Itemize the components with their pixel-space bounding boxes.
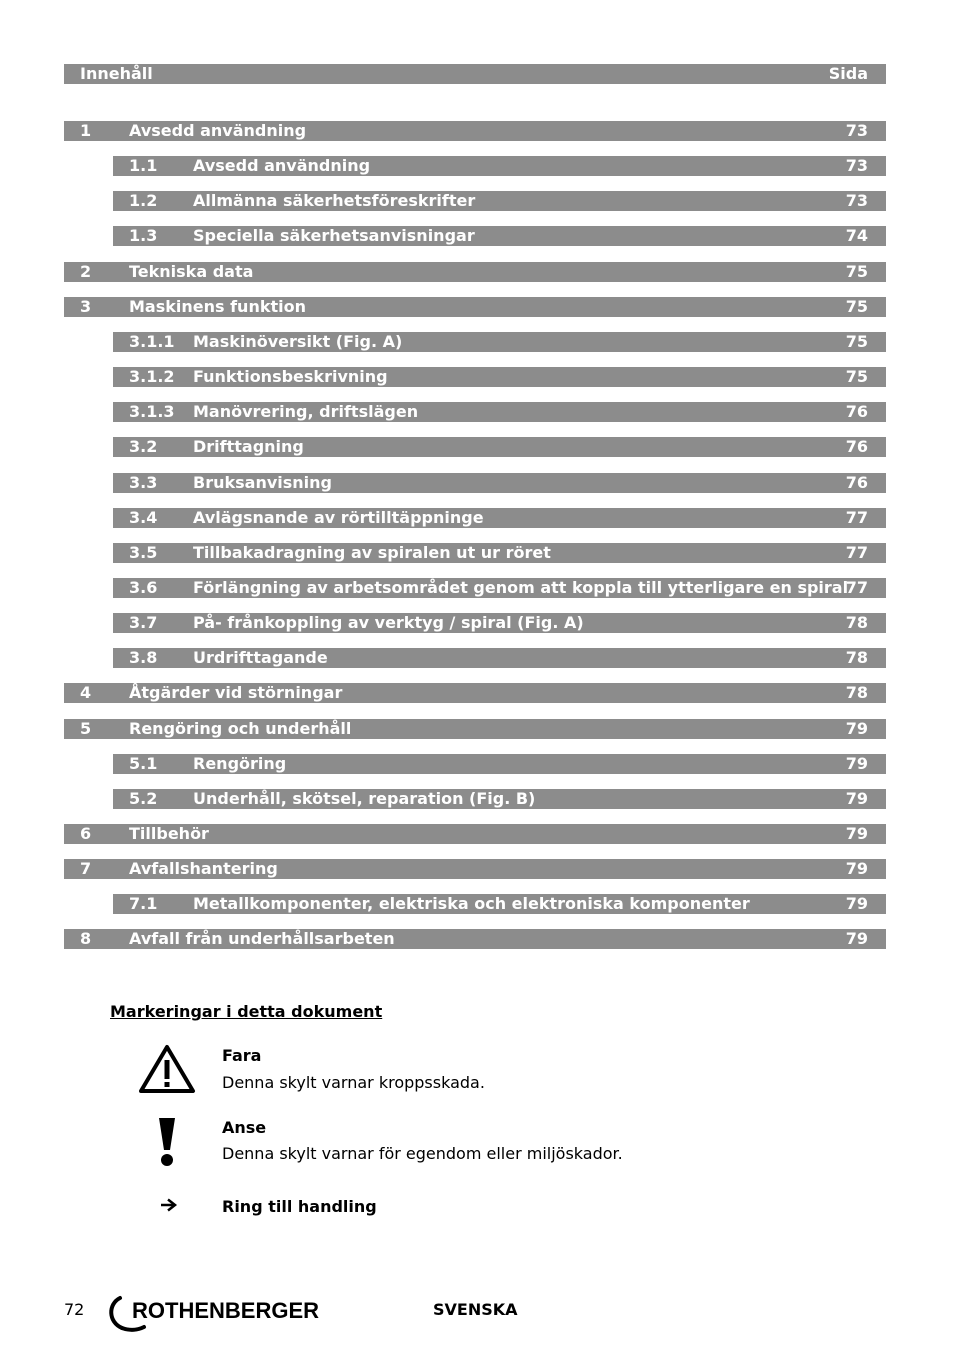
toc-entry-number: 3.1.3 bbox=[129, 402, 175, 421]
toc-entry-page: 76 bbox=[845, 402, 868, 421]
toc-entry-number: 3.2 bbox=[129, 437, 158, 456]
toc-entry-title: Tillbakadragning av spiralen ut ur röret bbox=[193, 543, 551, 562]
toc-entry-page: 75 bbox=[845, 262, 868, 281]
toc-entry-title: Urdrifttagande bbox=[193, 648, 328, 667]
toc-entry-number: 1.3 bbox=[129, 226, 158, 245]
toc-entry-page: 76 bbox=[845, 473, 868, 492]
toc-section-row[interactable] bbox=[113, 367, 886, 387]
toc-entry-page: 73 bbox=[845, 191, 868, 210]
toc-entry-page: 77 bbox=[845, 578, 868, 597]
toc-section-row[interactable] bbox=[113, 332, 886, 352]
toc-chapter-row[interactable] bbox=[64, 262, 886, 282]
toc-entry-number: 3.1.1 bbox=[129, 332, 175, 351]
toc-entry-number: 5.1 bbox=[129, 754, 158, 773]
logo-swoosh-icon bbox=[111, 1298, 122, 1328]
toc-entry-title: Drifttagning bbox=[193, 437, 304, 456]
toc-entry-number: 3.6 bbox=[129, 578, 158, 597]
toc-section-row[interactable] bbox=[113, 191, 886, 211]
toc-entry-title: Manövrering, driftslägen bbox=[193, 402, 419, 421]
toc-entry-number: 1 bbox=[80, 121, 92, 140]
toc-entry-number: 2 bbox=[80, 262, 92, 281]
toc-chapter-row[interactable] bbox=[64, 121, 886, 141]
toc-entry-page: 79 bbox=[845, 859, 868, 878]
legend-item-title: Anse bbox=[222, 1118, 267, 1137]
toc-entry-page: 79 bbox=[845, 824, 868, 843]
toc-entry-page: 73 bbox=[845, 156, 868, 175]
toc-section-row[interactable] bbox=[113, 402, 886, 422]
toc-header-label: Innehåll bbox=[80, 64, 153, 83]
toc-entry-page: 79 bbox=[845, 789, 868, 808]
toc-entry-page: 77 bbox=[845, 543, 868, 562]
toc-entry-title: På- frånkoppling av verktyg / spiral (Fig. A) bbox=[193, 613, 584, 632]
toc-entry-page: 79 bbox=[845, 894, 868, 913]
svg-text:ROTHENBERGER: ROTHENBERGER bbox=[132, 1298, 320, 1323]
arrow-right-icon bbox=[160, 1198, 178, 1212]
toc-entry-number: 1.2 bbox=[129, 191, 158, 210]
toc-entry-page: 75 bbox=[845, 367, 868, 386]
toc-section-row[interactable] bbox=[113, 473, 886, 493]
toc-entry-title: Rengöring och underhåll bbox=[129, 719, 352, 738]
toc-entry-title: Underhåll, skötsel, reparation (Fig. B) bbox=[193, 789, 536, 808]
legend-title: Markeringar i detta dokument bbox=[110, 1002, 383, 1021]
legend-item-desc: Denna skylt varnar kroppsskada. bbox=[222, 1073, 485, 1092]
toc-section-row[interactable] bbox=[113, 789, 886, 809]
toc-entry-title: Allmänna säkerhetsföreskrifter bbox=[193, 191, 476, 210]
toc-entry-title: Bruksanvisning bbox=[193, 473, 332, 492]
language-label: SVENSKA bbox=[433, 1300, 518, 1319]
toc-section-row[interactable] bbox=[113, 437, 886, 457]
toc-entry-title: Avfall från underhållsarbeten bbox=[129, 929, 395, 948]
toc-chapter-row[interactable] bbox=[64, 824, 886, 844]
toc-entry-page: 79 bbox=[845, 719, 868, 738]
toc-entry-number: 3 bbox=[80, 297, 92, 316]
toc-entry-number: 3.8 bbox=[129, 648, 158, 667]
toc-header-page: Sida bbox=[828, 64, 868, 83]
toc-entry-page: 79 bbox=[845, 929, 868, 948]
toc-entry-page: 76 bbox=[845, 437, 868, 456]
toc-entry-title: Tillbehör bbox=[129, 824, 209, 843]
toc-entry-number: 7.1 bbox=[129, 894, 158, 913]
toc-entry-title: Avsedd användning bbox=[129, 121, 307, 140]
toc-chapter-row[interactable] bbox=[64, 719, 886, 739]
toc-section-row[interactable] bbox=[113, 754, 886, 774]
toc-entry-number: 3.1.2 bbox=[129, 367, 175, 386]
toc-entry-title: Speciella säkerhetsanvisningar bbox=[193, 226, 475, 245]
toc-entry-title: Maskinens funktion bbox=[129, 297, 306, 316]
brand-logo bbox=[106, 1294, 346, 1332]
toc-section-row[interactable] bbox=[113, 578, 886, 598]
toc-entry-number: 3.4 bbox=[129, 508, 158, 527]
warning-triangle-icon bbox=[138, 1044, 196, 1094]
toc-chapter-row[interactable] bbox=[64, 929, 886, 949]
toc-chapter-row[interactable] bbox=[64, 683, 886, 703]
toc-entry-number: 1.1 bbox=[129, 156, 158, 175]
toc-entry-title: Metallkomponenter, elektriska och elektroniska komponenter bbox=[193, 894, 750, 913]
exclamation-icon bbox=[156, 1116, 178, 1168]
toc-entry-page: 75 bbox=[845, 297, 868, 316]
toc-entry-title: Funktionsbeskrivning bbox=[193, 367, 388, 386]
legend-item-title: Fara bbox=[222, 1046, 262, 1065]
toc-chapter-row[interactable] bbox=[64, 297, 886, 317]
toc-entry-title: Tekniska data bbox=[129, 262, 254, 281]
toc-entry-number: 5.2 bbox=[129, 789, 158, 808]
toc-entry-page: 78 bbox=[845, 683, 868, 702]
toc-entry-page: 79 bbox=[845, 754, 868, 773]
toc-section-row[interactable] bbox=[113, 508, 886, 528]
toc-entry-page: 74 bbox=[845, 226, 868, 245]
toc-entry-page: 78 bbox=[845, 648, 868, 667]
toc-entry-number: 6 bbox=[80, 824, 92, 843]
toc-section-row[interactable] bbox=[113, 226, 886, 246]
toc-chapter-row[interactable] bbox=[64, 859, 886, 879]
toc-entry-page: 78 bbox=[845, 613, 868, 632]
toc-entry-title: Avfallshantering bbox=[129, 859, 278, 878]
legend-item-desc: Denna skylt varnar för egendom eller miljöskador. bbox=[222, 1144, 623, 1163]
toc-entry-title: Avlägsnande av rörtilltäppninge bbox=[193, 508, 484, 527]
legend-item-title: Ring till handling bbox=[222, 1197, 377, 1216]
toc-entry-title: Åtgärder vid störningar bbox=[129, 683, 343, 702]
toc-entry-title: Avsedd användning bbox=[193, 156, 371, 175]
toc-entry-number: 3.3 bbox=[129, 473, 158, 492]
toc-entry-number: 3.7 bbox=[129, 613, 158, 632]
toc-section-row[interactable] bbox=[113, 613, 886, 633]
toc-entry-number: 4 bbox=[80, 683, 92, 702]
toc-entry-page: 75 bbox=[845, 332, 868, 351]
toc-section-row[interactable] bbox=[113, 156, 886, 176]
page-number: 72 bbox=[64, 1300, 85, 1319]
toc-entry-number: 7 bbox=[80, 859, 92, 878]
toc-entry-number: 8 bbox=[80, 929, 92, 948]
toc-entry-page: 77 bbox=[845, 508, 868, 527]
toc-entry-title: Förlängning av arbetsområdet genom att koppla till ytterligare en spiral bbox=[193, 578, 849, 597]
toc-entry-title: Rengöring bbox=[193, 754, 287, 773]
toc-section-row[interactable] bbox=[113, 894, 886, 914]
toc-entry-page: 73 bbox=[845, 121, 868, 140]
toc-section-row[interactable] bbox=[113, 648, 886, 668]
toc-section-row[interactable] bbox=[113, 543, 886, 563]
toc-entry-title: Maskinöversikt (Fig. A) bbox=[193, 332, 403, 351]
toc-entry-number: 3.5 bbox=[129, 543, 158, 562]
toc-entry-number: 5 bbox=[80, 719, 92, 738]
